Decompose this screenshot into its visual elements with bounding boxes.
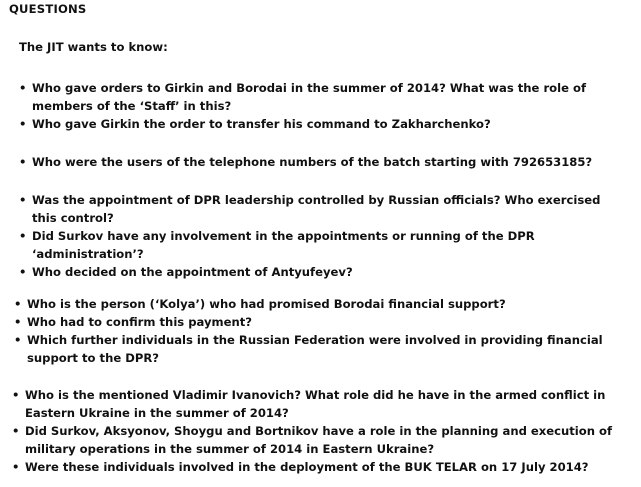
question-item: • Who is the mentioned Vladimir Ivanovich? What role did he have in the armed conflict in Eastern Ukraine in the summer of 2014? bbox=[12, 386, 627, 422]
question-item: • Who gave Girkin the order to transfer his command to Zakharchenko? bbox=[19, 115, 629, 133]
question-item: • Who had to confirm this payment? bbox=[14, 313, 624, 331]
question-group-orders bbox=[19, 79, 629, 133]
question-item: • Which further individuals in the Russian Federation were involved in providing financial support to the DPR? bbox=[14, 331, 624, 367]
question-item: • Who decided on the appointment of Antyufeyev? bbox=[19, 263, 629, 281]
question-item: • Was the appointment of DPR leadership controlled by Russian officials? Who exercised this control? bbox=[19, 191, 629, 227]
question-item: • Who gave orders to Girkin and Borodai in the summer of 2014? What was the role of members of the ‘Staff’ in this? bbox=[19, 79, 629, 115]
question-group-leadership bbox=[19, 191, 629, 281]
question-item: • Did Surkov, Aksyonov, Shoygu and Bortnikov have a role in the planning and execution of military operations in the summer of 2014 in Eastern Ukraine? bbox=[12, 422, 627, 458]
question-item: • Did Surkov have any involvement in the appointments or running of the DPR ‘administration’? bbox=[19, 227, 629, 263]
section-heading: QUESTIONS bbox=[9, 2, 87, 16]
question-group-military bbox=[12, 386, 627, 476]
intro-text: The JIT wants to know: bbox=[19, 40, 168, 54]
question-item: • Were these individuals involved in the deployment of the BUK TELAR on 17 July 2014? bbox=[12, 458, 627, 476]
question-group-financial bbox=[14, 295, 624, 367]
question-group-telephone bbox=[19, 153, 629, 171]
question-item: • Who were the users of the telephone numbers of the batch starting with 792653185? bbox=[19, 153, 629, 171]
question-item: • Who is the person (‘Kolya’) who had promised Borodai financial support? bbox=[14, 295, 624, 313]
